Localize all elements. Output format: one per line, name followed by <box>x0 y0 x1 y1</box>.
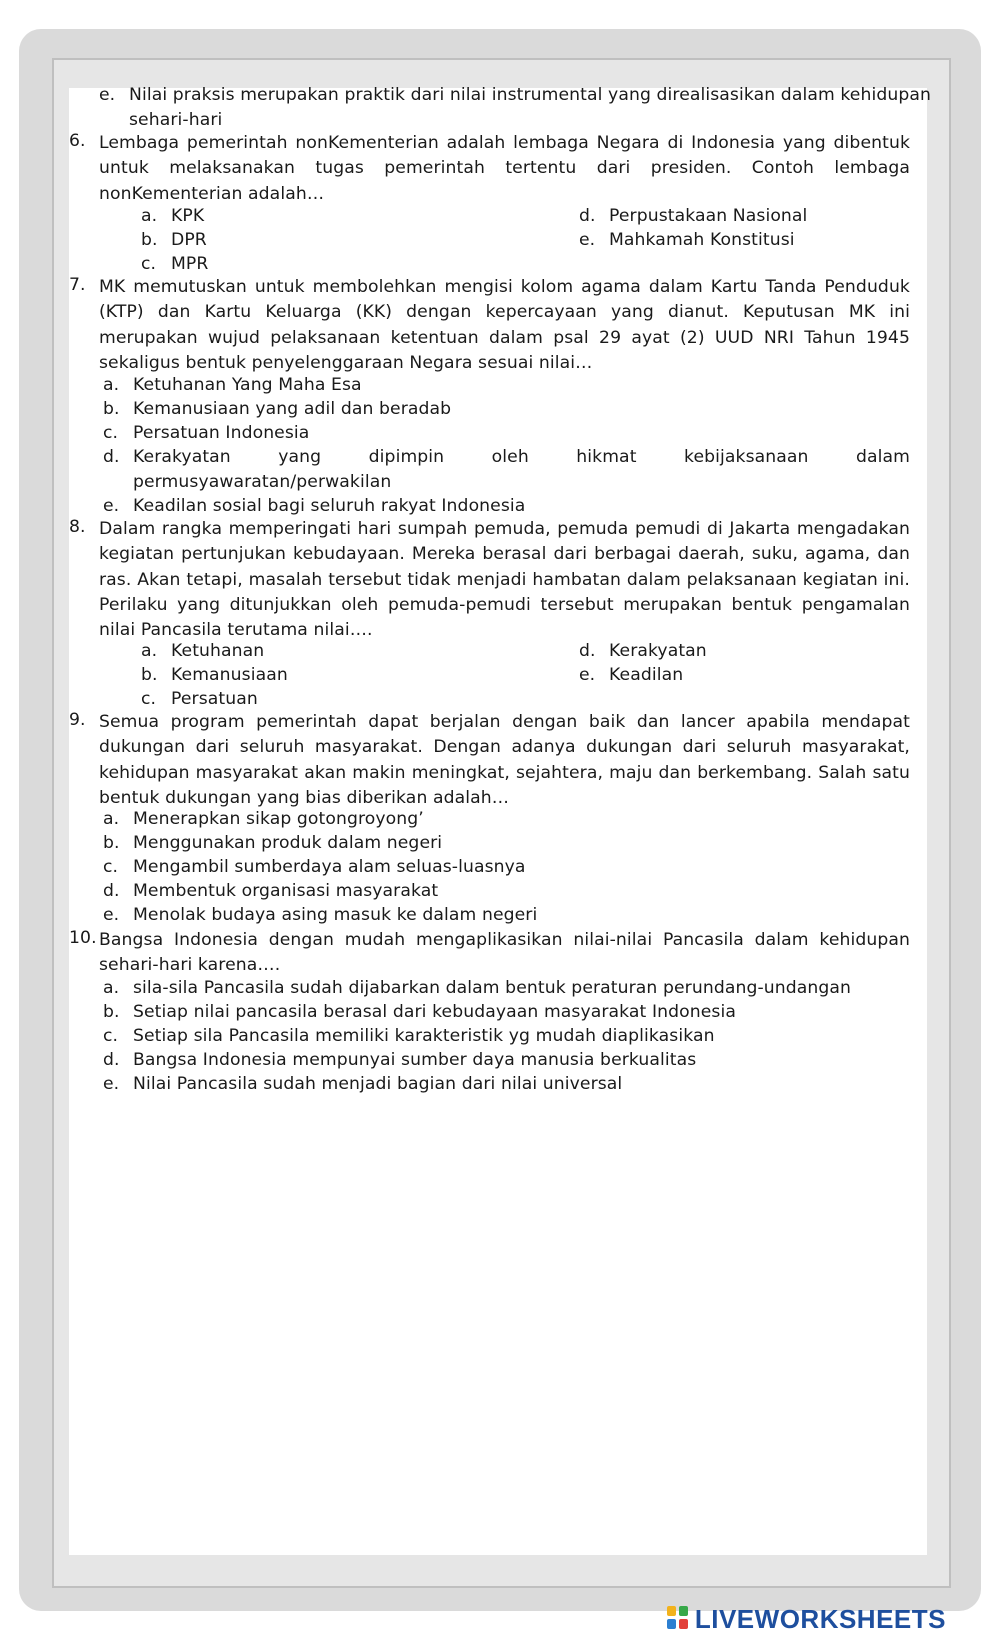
option-text: Mengambil sumberdaya alam seluas-luasnya <box>133 857 526 877</box>
option-text: Menerapkan sikap gotongroyong’ <box>133 809 424 829</box>
option-label: c. <box>103 1026 119 1046</box>
option-text: Membentuk organisasi masyarakat <box>133 881 439 901</box>
option-text: Kerakyatan yang dipimpin oleh hikmat kebijaksanaan dalam permusyawaratan/perwakilan <box>133 447 910 493</box>
option-label: e. <box>99 85 116 105</box>
option-label: e. <box>103 905 120 925</box>
option-label: e. <box>579 230 596 250</box>
option-text: sila-sila Pancasila sudah dijabarkan dalam bentuk peraturan perundang-undangan <box>133 978 852 998</box>
option-label: c. <box>141 254 157 274</box>
option-text: Kerakyatan <box>609 641 707 661</box>
option-label: b. <box>141 230 158 250</box>
option-label: e. <box>579 665 596 685</box>
option-label: d. <box>579 206 596 226</box>
option-text: Keadilan <box>609 665 684 685</box>
option-label: d. <box>103 1050 120 1070</box>
question-stem: Bangsa Indonesia dengan mudah mengaplikasikan nilai-nilai Pancasila dalam kehidupan sehari-hari karena…. <box>99 930 910 976</box>
option-label: d. <box>103 447 120 467</box>
option-label: a. <box>103 375 120 395</box>
option-label: e. <box>103 1074 120 1094</box>
option-text: Menggunakan produk dalam negeri <box>133 833 443 853</box>
option-text: Setiap nilai pancasila berasal dari kebudayaan masyarakat Indonesia <box>133 1002 736 1022</box>
liveworksheets-logo[interactable] <box>667 1603 946 1635</box>
question-stem: Semua program pemerintah dapat berjalan dengan baik dan lancer apabila mendapat dukungan dari seluruh masyarakat. Dengan adanya dukungan dari seluruh masyarakat, kehidupan masyarakat akan makin meningkat, sejahtera, maju dan berkembang. Salah satu bentuk dukungan yang bias diberikan adalah… <box>99 712 910 808</box>
option-text: Persatuan <box>171 689 258 709</box>
option-text: Mahkamah Konstitusi <box>609 230 795 250</box>
worksheet-page <box>69 85 931 1555</box>
option-text: MPR <box>171 254 209 274</box>
option-text: Perpustakaan Nasional <box>609 206 808 226</box>
question-number: 6. <box>69 131 86 151</box>
option-label: a. <box>103 809 120 829</box>
question-number: 9. <box>69 710 86 730</box>
option-label: c. <box>103 857 119 877</box>
option-label: a. <box>103 978 120 998</box>
option-text <box>129 83 931 134</box>
option-label: c. <box>141 689 157 709</box>
question-number: 7. <box>69 275 86 295</box>
option-text: Menolak budaya asing masuk ke dalam negeri <box>133 905 538 925</box>
option-text-line-2: sehari-hari <box>129 110 223 131</box>
option-label: d. <box>103 881 120 901</box>
option-text: Kemanusiaan yang adil dan beradab <box>133 399 452 419</box>
question-stem: MK memutuskan untuk membolehkan mengisi kolom agama dalam Kartu Tanda Penduduk (KTP) dan Kartu Keluarga (KK) dengan kepercayaan yang dianut. Keputusan MK ini merupakan wujud pelaksanaan ketentuan dalam psal 29 ayat (2) UUD NRI Tahun 1945 sekaligus bentuk penyelenggaraan Negara sesuai nilai… <box>99 277 910 373</box>
option-label: c. <box>103 423 119 443</box>
question-stem: Dalam rangka memperingati hari sumpah pemuda, pemuda pemudi di Jakarta mengadakan kegiatan pertunjukan kebudayaan. Mereka berasal dari berbagai daerah, suku, agama, dan ras. Akan tetapi, masalah tersebut tidak menjadi hambatan dalam pelaksanaan kegiatan ini. Perilaku yang ditunjukkan oleh pemuda-pemudi tersebut merupakan bentuk pengamalan nilai Pancasila terutama nilai…. <box>99 519 910 641</box>
question-number: 10. <box>69 928 97 948</box>
option-text: Nilai Pancasila sudah menjadi bagian dari nilai universal <box>133 1074 623 1094</box>
option-label: b. <box>103 833 120 853</box>
liveworksheets-logo-icon <box>667 1606 689 1632</box>
option-text: Keadilan sosial bagi seluruh rakyat Indonesia <box>133 496 526 516</box>
option-text-line-1: Nilai praksis merupakan praktik dari nilai instrumental yang direalisasikan dalam kehidupan <box>129 85 931 105</box>
option-text: Persatuan Indonesia <box>133 423 310 443</box>
option-label: a. <box>141 641 158 661</box>
option-label: b. <box>103 399 120 419</box>
option-label: a. <box>141 206 158 226</box>
option-text: Bangsa Indonesia mempunyai sumber daya manusia berkualitas <box>133 1050 697 1070</box>
option-label: d. <box>579 641 596 661</box>
option-text: Ketuhanan Yang Maha Esa <box>133 375 362 395</box>
option-text: Ketuhanan <box>171 641 265 661</box>
option-text: Setiap sila Pancasila memiliki karakteristik yg mudah diaplikasikan <box>133 1026 715 1046</box>
option-text: Kemanusiaan <box>171 665 288 685</box>
option-label: b. <box>141 665 158 685</box>
option-label: e. <box>103 496 120 516</box>
option-label: b. <box>103 1002 120 1022</box>
question-stem: Lembaga pemerintah nonKementerian adalah lembaga Negara di Indonesia yang dibentuk untuk melaksanakan tugas pemerintah tertentu dari presiden. Contoh lembaga nonKementerian adalah… <box>99 133 910 204</box>
liveworksheets-logo-text: LIVEWORKSHEETS <box>694 1603 946 1634</box>
option-text: DPR <box>171 230 207 250</box>
question-number: 8. <box>69 517 86 537</box>
option-text: KPK <box>171 206 205 226</box>
